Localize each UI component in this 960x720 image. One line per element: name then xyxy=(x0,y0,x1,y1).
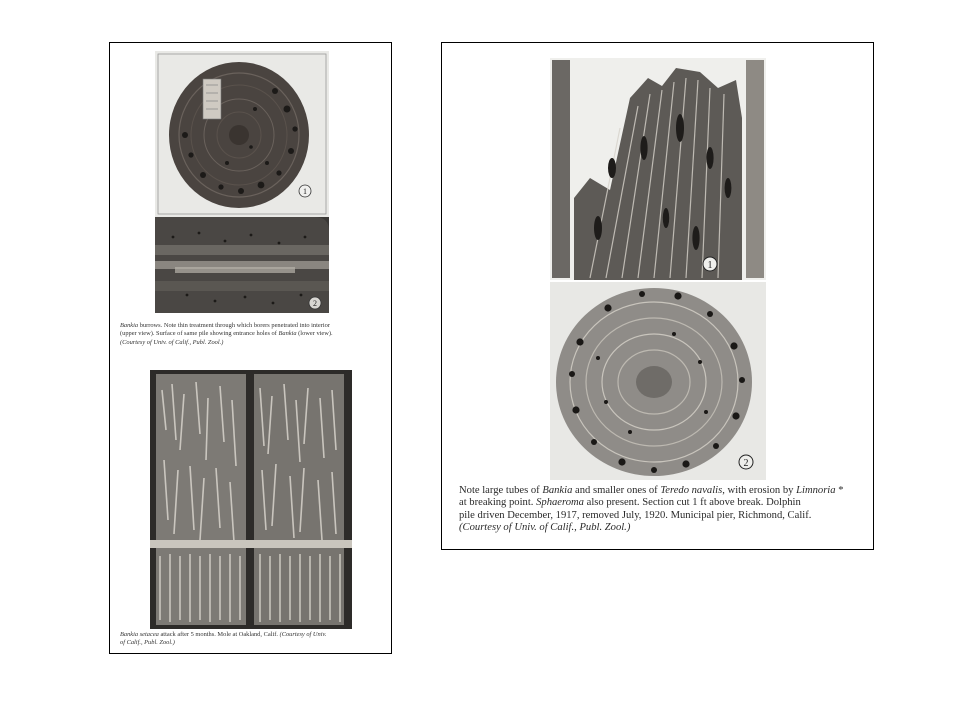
right-page-scan xyxy=(441,42,874,550)
panel-label-2: 2 xyxy=(743,458,749,469)
bankia-attack-board-photo xyxy=(150,370,352,629)
pile-cross-section-photo xyxy=(155,51,329,217)
pile-cross-section-honeycomb-photo xyxy=(550,282,766,480)
top-figure-caption: Bankia burrows. Note thin treatment through which borers penetrated into interior (upper view). Surface of same pile showing entrance holes of Bankia (lower view). (Courtesy of Univ. of Calif., Publ. Zool.) xyxy=(120,322,333,346)
panel-label-2: 2 xyxy=(313,299,317,308)
bottom-figure-caption: Bankia setacea attack after 5 months. Mole at Oakland, Calif. (Courtesy of Univ. of Calif., Publ. Zool.) xyxy=(120,631,327,647)
panel-label-1: 1 xyxy=(707,260,713,271)
left-page-scan xyxy=(109,42,392,654)
pile-surface-photo xyxy=(155,217,329,313)
panel-label-1: 1 xyxy=(303,187,307,196)
eroded-pile-side-photo xyxy=(550,58,766,280)
right-figure-caption: Note large tubes of Bankia and smaller ones of Teredo navalis, with erosion by Limnoria * at breaking point. Sphaeroma also present. Section cut 1 ft above break. Dolphin pile driven December, 1917, removed July, 1920. Municipal pier, Richmond, Calif. (Courtesy of Univ. of Calif., Publ. Zool.) xyxy=(459,485,844,534)
